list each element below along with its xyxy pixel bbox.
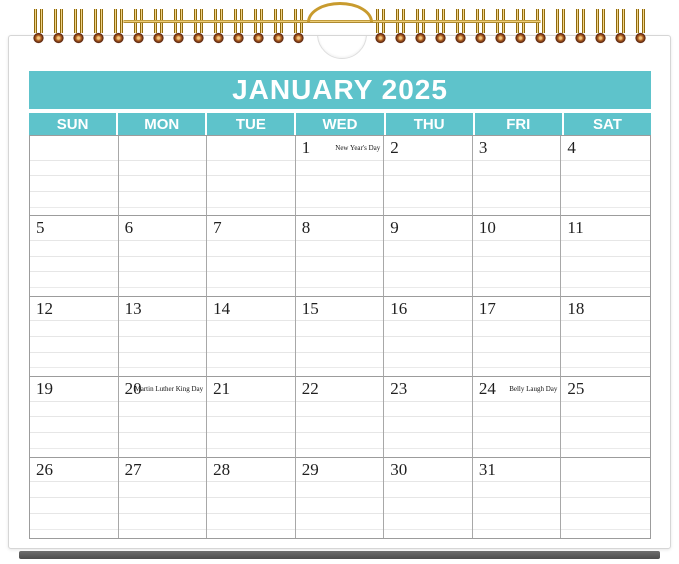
day-cell xyxy=(561,458,650,538)
date-number: 9 xyxy=(390,218,399,238)
date-number: 10 xyxy=(478,218,496,238)
date-number: 8 xyxy=(301,218,311,238)
day-cell-jan-6 xyxy=(119,216,208,296)
date-number: 30 xyxy=(390,459,408,479)
day-cell-jan-19 xyxy=(30,377,119,457)
date-number: 22 xyxy=(301,379,319,399)
spiral-binding-left xyxy=(30,9,310,44)
date-number: 29 xyxy=(301,459,319,479)
date-number: 20 xyxy=(124,379,142,399)
day-cell-jan-15 xyxy=(296,297,385,377)
day-cell-jan-21 xyxy=(207,377,296,457)
weekday-header-row xyxy=(29,113,651,135)
date-number: 18 xyxy=(567,298,585,318)
holiday-label: Belly Laugh Day xyxy=(509,385,558,394)
day-cell-jan-1 xyxy=(296,136,385,216)
date-number: 28 xyxy=(213,459,231,479)
day-cell-jan-11 xyxy=(561,216,650,296)
date-number: 24 xyxy=(478,379,496,399)
weekday-header-tue: TUE xyxy=(207,113,294,135)
day-cell-jan-16 xyxy=(384,297,473,377)
date-number: 2 xyxy=(390,138,399,157)
hanger-hook-icon xyxy=(307,2,373,22)
date-number: 11 xyxy=(567,218,584,238)
date-number: 14 xyxy=(213,298,231,318)
date-number: 12 xyxy=(36,298,53,318)
day-cell-jan-29 xyxy=(296,458,385,538)
date-number: 17 xyxy=(478,298,496,318)
day-cell-jan-14 xyxy=(207,297,296,377)
day-cell-jan-2 xyxy=(384,136,473,216)
day-cell-jan-7 xyxy=(207,216,296,296)
date-number: 21 xyxy=(213,379,231,399)
hanging-hole xyxy=(317,35,367,59)
day-cell-jan-5 xyxy=(30,216,119,296)
month-year-title: JANUARY 2025 xyxy=(232,74,448,105)
day-cell-jan-23 xyxy=(384,377,473,457)
spiral-binding-right xyxy=(372,9,653,44)
date-number: 25 xyxy=(567,379,585,399)
weekday-header-sun: SUN xyxy=(29,113,116,135)
date-number: 3 xyxy=(478,138,488,157)
calendar-backing-edge xyxy=(19,551,660,559)
day-cell-jan-4 xyxy=(561,136,650,216)
day-cell xyxy=(119,136,208,216)
day-cell-jan-9 xyxy=(384,216,473,296)
day-cell xyxy=(207,136,296,216)
date-number: 6 xyxy=(124,218,134,238)
date-number: 13 xyxy=(124,298,142,318)
date-number: 27 xyxy=(124,459,142,479)
calendar-page xyxy=(8,35,671,549)
date-number: 5 xyxy=(36,218,45,238)
date-number: 31 xyxy=(478,459,496,479)
day-cell-jan-30 xyxy=(384,458,473,538)
date-number: 1 xyxy=(301,138,311,157)
day-cell-jan-13 xyxy=(119,297,208,377)
date-number: 7 xyxy=(213,218,222,238)
holiday-label: New Year's Day xyxy=(335,144,381,152)
day-cell-jan-25 xyxy=(561,377,650,457)
weekday-header-wed: WED xyxy=(296,113,383,135)
date-number: 15 xyxy=(301,298,319,318)
calendar-title-band xyxy=(29,71,651,109)
day-cell-jan-28 xyxy=(207,458,296,538)
day-cell-jan-24 xyxy=(473,377,562,457)
date-number: 26 xyxy=(36,459,53,479)
date-number: 19 xyxy=(36,379,53,399)
calendar-grid xyxy=(29,135,651,539)
day-cell-jan-12 xyxy=(30,297,119,377)
day-cell-jan-22 xyxy=(296,377,385,457)
weekday-header-sat: SAT xyxy=(564,113,651,135)
day-cell-jan-18 xyxy=(561,297,650,377)
day-cell-jan-31 xyxy=(473,458,562,538)
day-cell xyxy=(30,136,119,216)
day-cell-jan-26 xyxy=(30,458,119,538)
day-cell-jan-10 xyxy=(473,216,562,296)
date-number: 16 xyxy=(390,298,408,318)
day-cell-jan-20 xyxy=(119,377,208,457)
weekday-header-mon: MON xyxy=(118,113,205,135)
weekday-header-thu: THU xyxy=(386,113,473,135)
date-number: 4 xyxy=(567,138,576,157)
day-cell-jan-17 xyxy=(473,297,562,377)
day-cell-jan-27 xyxy=(119,458,208,538)
day-cell-jan-8 xyxy=(296,216,385,296)
holiday-label: Martin Luther King Day xyxy=(134,385,204,394)
day-cell-jan-3 xyxy=(473,136,562,216)
date-number: 23 xyxy=(390,379,408,399)
weekday-header-fri: FRI xyxy=(475,113,562,135)
